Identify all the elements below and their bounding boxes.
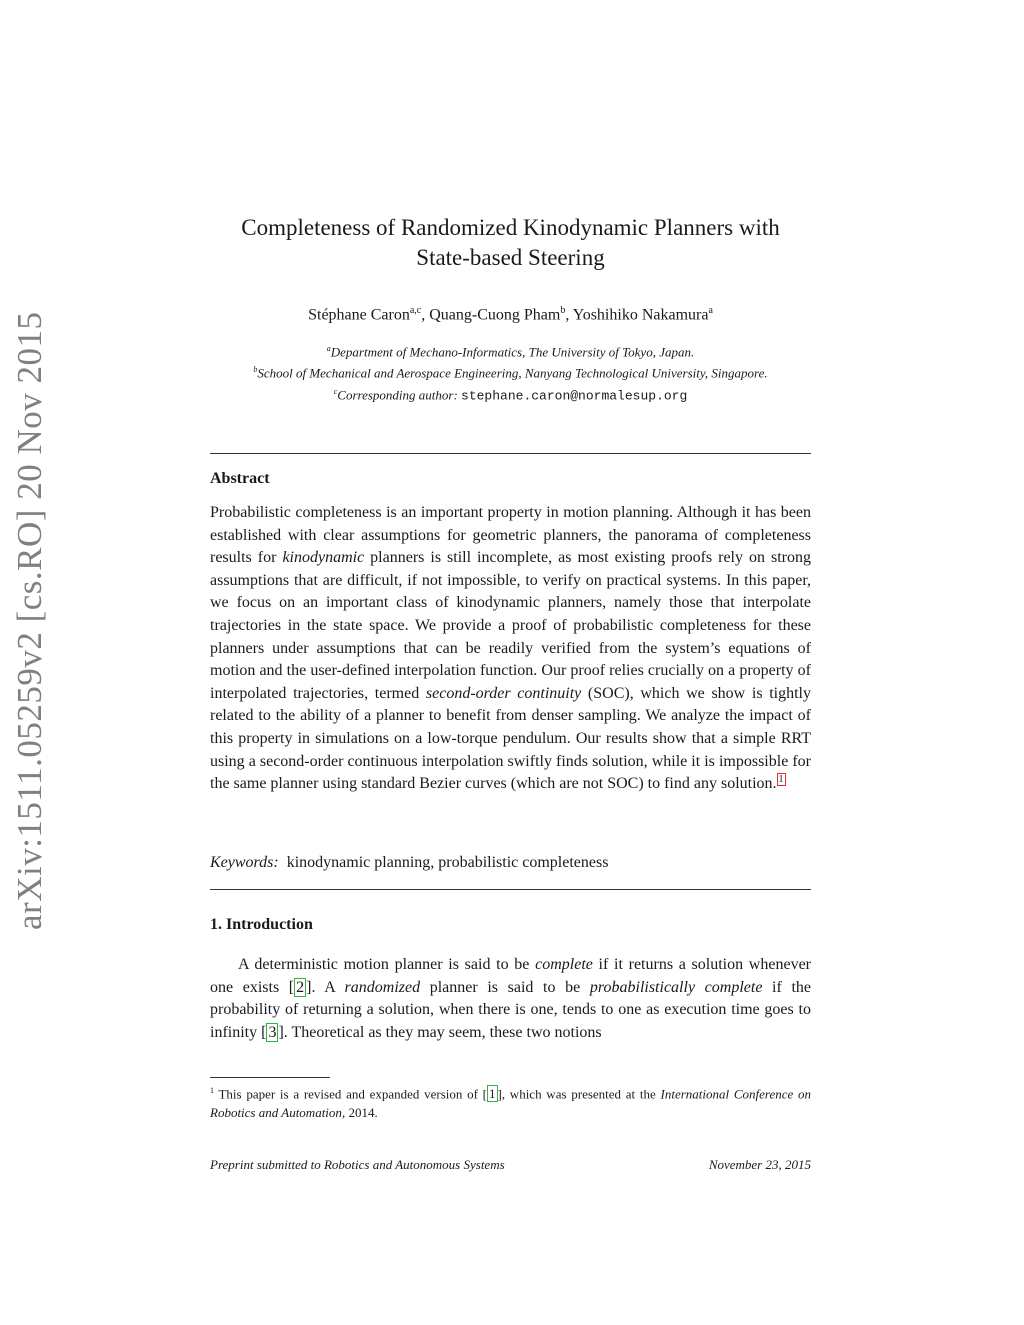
affiliation-mark: c [333,386,338,396]
intro-text-part: if the probability of returning a solution, when there is one, tends to one as execution time goes to infinity [ [210,978,812,1041]
section-heading-introduction: 1. Introduction [210,916,313,933]
intro-emphasis: complete [535,956,593,973]
intro-text-part: ]. A [306,978,345,996]
abstract-text-part: (SOC), which we show is tightly related to the ability of a planner to benefit from denser sampling. We analyze the impact of this property in simulations on a low-torque pendulum. Our results show that a simple RRT using a second-order continuous interpolation swiftly finds solution, while it is impossible for the same planner using standard Bezier curves (which are not SOC) to find any solution. [210,684,812,793]
author-affiliation-mark: a [708,305,713,316]
corresponding-author-label: Corresponding author: [337,386,458,402]
intro-text-part: A deterministic motion planner is said to be [238,956,536,973]
keywords-line [210,852,811,874]
footnote-text-part: ], which was presented at the [497,1086,661,1102]
arxiv-identifier-stamp: arXiv:1511.05259v2 [cs.RO] 20 Nov 2015 [10,311,49,930]
author-name: Yoshihiko Nakamura [572,306,709,324]
affiliation-a [200,340,821,361]
author-affiliation-mark: b [560,305,566,316]
footnote-emphasis: International Conference on Robotics and Automation [210,1086,811,1121]
footnote-link[interactable]: 1 [778,773,784,785]
citation-link[interactable]: 3 [268,1023,277,1041]
abstract-top-divider [210,453,811,454]
keywords-label: Keywords: [210,854,279,871]
citation-link[interactable]: 1 [489,1086,496,1102]
corresponding-author-email[interactable]: stephane.caron@normalesup.org [461,387,688,403]
affiliation-text: Department of Mechano-Informatics, The University of Tokyo, Japan. [330,344,695,360]
keywords-text: kinodynamic planning, probabilistic completeness [286,854,609,871]
preprint-footer [210,1157,811,1173]
affiliation-c [200,383,821,405]
intro-text-part: planner is said to be [420,978,590,996]
author-separator: , [565,306,573,324]
citation-link[interactable]: 2 [296,978,305,996]
affiliations [200,340,821,405]
abstract-text [210,502,811,796]
author-separator: , [421,306,430,324]
abstract-text-part: Probabilistic completeness is an important property in motion planning. Although it has been established with clear assumptions for geometric planners, the panorama of completeness results for [210,504,811,567]
intro-text-part: ]. Theoretical as they may seem, these two notions [278,1023,602,1041]
intro-emphasis: probabilistically complete [589,978,763,996]
title-line-1: Completeness of Randomized Kinodynamic Planners with [241,215,780,240]
author-affiliation-mark: a,c [409,305,422,316]
affiliation-mark: a [326,344,331,353]
intro-text-part: if it returns a solution whenever one exists [ [210,956,811,996]
footnote-text-part: This paper is a revised and expanded version of [ [214,1086,487,1102]
author-list [210,300,811,326]
abstract-bottom-divider [210,889,811,890]
introduction-paragraph [210,954,811,1044]
title-line-2: State-based Steering [416,245,605,270]
footnote-text-part: , 2014. [341,1105,378,1121]
abstract-heading: Abstract [210,470,270,487]
preprint-date: November 23, 2015 [708,1157,811,1172]
affiliation-text: School of Mechanical and Aerospace Engineering, Nanyang Technological University, Singapore. [257,365,768,381]
footnote-number: 1 [210,1086,214,1095]
abstract-emphasis: kinodynamic [282,549,365,567]
author-name: Quang-Cuong Pham [429,306,561,324]
paper-title [210,213,811,273]
preprint-journal: Preprint submitted to Robotics and Autonomous Systems [210,1157,505,1172]
abstract-text-part: planners is still incomplete, as most existing proofs rely on strong assumptions that are difficult, if not impossible, to verify on practical systems. In this paper, we focus on an important class of kinodynamic planners, namely those that interpolate trajectories in the state space. We provide a proof of probabilistic completeness for these planners under assumptions that can be readily verified from the system’s equations of motion and the user-defined interpolation function. Our proof relies crucially on a property of interpolated trajectories, termed [210,549,811,702]
intro-emphasis: randomized [344,978,421,996]
affiliation-b [200,361,821,382]
footnote [210,1081,811,1122]
affiliation-mark: b [253,365,258,375]
abstract-emphasis: second-order continuity [425,684,582,702]
author-name: Stéphane Caron [308,306,410,324]
footnote-divider [210,1077,330,1078]
